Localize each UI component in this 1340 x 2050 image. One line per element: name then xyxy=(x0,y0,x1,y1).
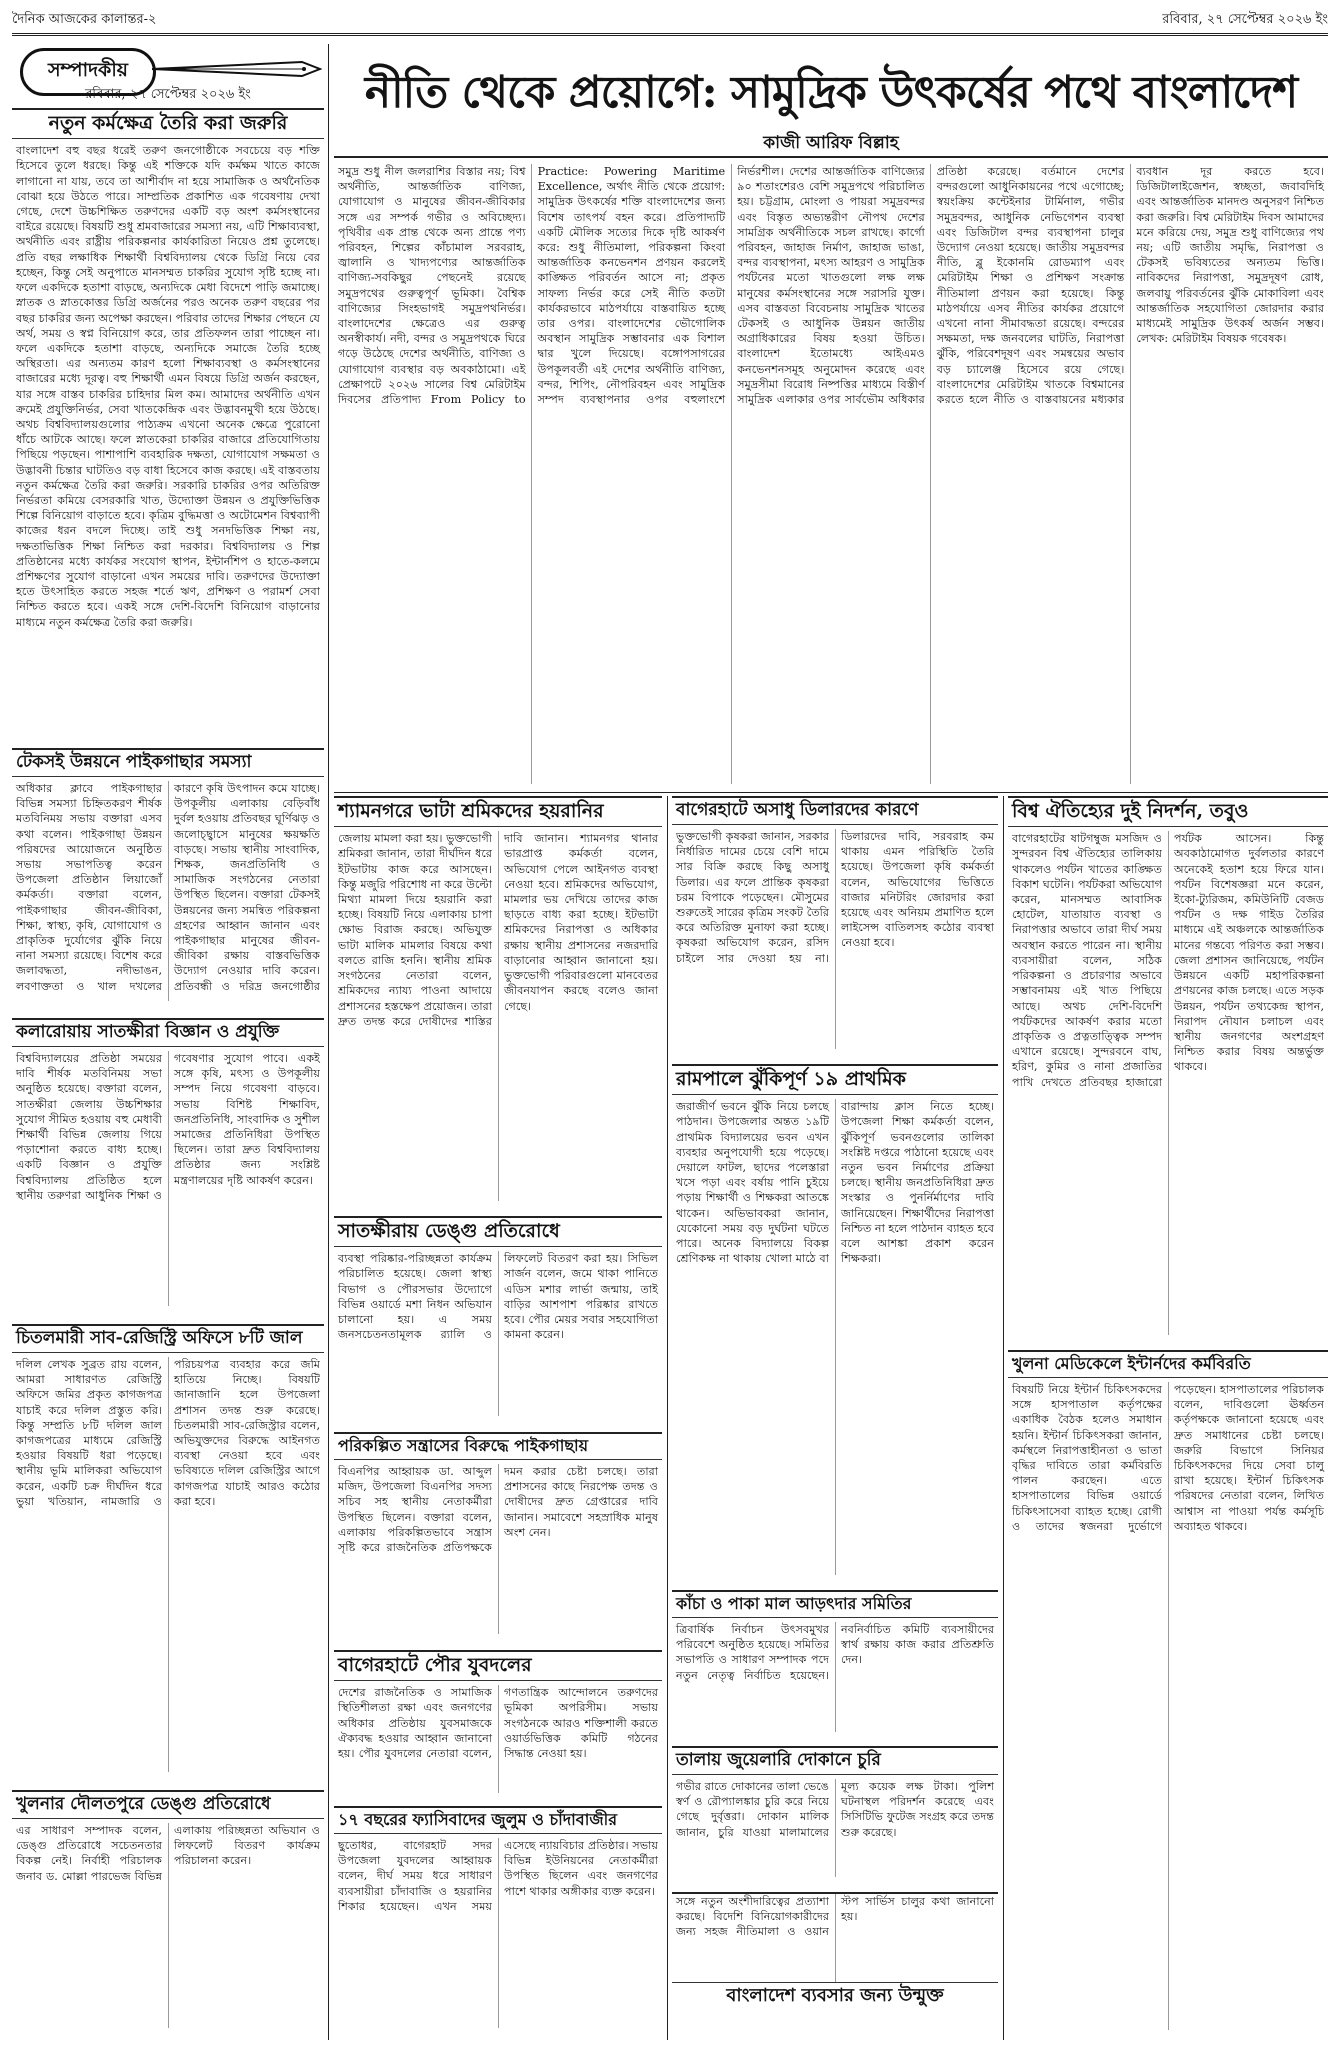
article-headline: পরিকল্পিত সন্ত্রাসের বিরুদ্ধে পাইকগাছায় xyxy=(334,1434,662,1460)
article-headline: ১৭ বছরের ফ্যাসিবাদের জুলুম ও চাঁদাবাজীর xyxy=(334,1808,662,1834)
article-paikgachha-terror xyxy=(334,1432,662,1644)
article-body: জরাজীর্ণ ভবনে ঝুঁকি নিয়ে চলছে পাঠদান। উপজেলার অন্তত ১৯টি প্রাথমিক বিদ্যালয়ের ভবন এখন ব্যবহার অনুপযোগী হয়ে পড়েছে। দেয়ালে ফাটল, ছাদের পলেস্তারা খসে পড়া এবং বর্ষায় পানি চুইয়ে পড়ায় শিক্ষার্থী ও শিক্ষকরা আতঙ্কে থাকেন। অভিভাবকরা জানান, যেকোনো সময় বড় দুর্ঘটনা ঘটতে পারে। অনেক বিদ্যালয়ে বিকল্প শ্রেণিকক্ষ না থাকায় খোলা মাঠে বা বারান্দায় ক্লাস নিতে হচ্ছে। উপজেলা শিক্ষা কর্মকর্তা বলেন, ঝুঁকিপূর্ণ ভবনগুলোর তালিকা সংশ্লিষ্ট দপ্তরে পাঠানো হয়েছে এবং নতুন ভবন নির্মাণের প্রক্রিয়া চলছে। স্থানীয় জনপ্রতিনিধিরা দ্রুত সংস্কার ও পুনর্নির্মাণের দাবি জানিয়েছেন। শিক্ষার্থীদের নিরাপত্তা নিশ্চিত না হলে পাঠদান ব্যাহত হবে বলে আশঙ্কা প্রকাশ করেন শিক্ষকরা। xyxy=(676,1100,994,1266)
article-rampal xyxy=(672,1064,998,1584)
header-date: রবিবার, ২৭ সেপ্টেম্বর ২০২৬ ইং xyxy=(1162,12,1328,27)
article-headline: বাংলাদেশ ব্যবসার জন্য উন্মুক্ত xyxy=(672,1982,998,2010)
article-body: ভুক্তভোগী কৃষকরা জানান, সরকার নির্ধারিত দামের চেয়ে বেশি দামে সার বিক্রি করছে কিছু অসাধু ডিলার। এর ফলে প্রান্তিক কৃষকরা চরম বিপাকে পড়েছেন। মৌসুমের শুরুতেই সারের কৃত্রিম সংকট তৈরি করে অতিরিক্ত মুনাফা করা হচ্ছে। কৃষকরা অভিযোগ করেন, রসিদ চাইলে সার দেওয়া হয় না। ডিলারদের দাবি, সরবরাহ কম থাকায় এমন পরিস্থিতি তৈরি হয়েছে। উপজেলা কৃষি কর্মকর্তা বলেন, অভিযোগের ভিত্তিতে বাজার মনিটরিং জোরদার করা হয়েছে এবং অনিয়ম প্রমাণিত হলে লাইসেন্স বাতিলসহ কঠোর ব্যবস্থা নেওয়া হবে। xyxy=(676,830,994,965)
article-headline: কলারোয়ায় সাতক্ষীরা বিজ্ঞান ও প্রযুক্তি xyxy=(12,1020,324,1047)
article-shyamnagar xyxy=(334,796,662,1210)
article-body: বাগেরহাটের ষাটগম্বুজ মসজিদ ও সুন্দরবন বিশ্ব ঐতিহ্যের তালিকায় থাকলেও পর্যটন খাতের কাঙ্ক্ষিত বিকাশ ঘটেনি। পর্যটকরা অভিযোগ করেন, মানসম্মত আবাসিক হোটেল, যাতায়াত ব্যবস্থা ও নিরাপত্তার অভাবে তারা দীর্ঘ সময় অবস্থান করতে পারেন না। স্থানীয় ব্যবসায়ীরা বলেন, সঠিক পরিকল্পনা ও প্রচারণার অভাবে সম্ভাবনাময় এই খাত পিছিয়ে আছে। অথচ দেশি-বিদেশি পর্যটকদের আকর্ষণ করার মতো প্রাকৃতিক ও প্রত্নতাত্ত্বিক সম্পদ এখানে রয়েছে। সুন্দরবনে বাঘ, হরিণ, কুমির ও নানা প্রজাতির পাখি দেখতে প্রতিবছর হাজারো পর্যটক আসেন। কিন্তু অবকাঠামোগত দুর্বলতার কারণে অনেকেই হতাশ হয়ে ফিরে যান। পর্যটন বিশেষজ্ঞরা মনে করেন, ইকো-ট্যুরিজম, কমিউনিটি বেজড পর্যটন ও দক্ষ গাইড তৈরির মাধ্যমে এই অঞ্চলকে আন্তর্জাতিক মানের গন্তব্যে পরিণত করা সম্ভব। জেলা প্রশাসন জানিয়েছে, পর্যটন উন্নয়নে একটি মহাপরিকল্পনা প্রণয়নের কাজ চলছে। এতে সড়ক উন্নয়ন, পর্যটন তথ্যকেন্দ্র স্থাপন, নিরাপদ নৌযান চলাচল এবং স্থানীয় জনগণের অংশগ্রহণ নিশ্চিত করার বিষয় অন্তর্ভুক্ত থাকবে। xyxy=(1012,832,1324,1089)
editorial-headline: নতুন কর্মক্ষেত্র তৈরি করা জরুরি xyxy=(12,110,324,139)
lead-byline: কাজী আরিফ বিল্লাহ xyxy=(334,130,1328,158)
article-headline: কাঁচা ও পাকা মাল আড়ৎদার সমিতির xyxy=(672,1592,998,1618)
article-jewelry-theft xyxy=(672,1746,998,1886)
article-body: বিএনপির আহ্বায়ক ডা. আব্দুল মজিদ, উপজেলা বিএনপির সদস্য সচিব সহ স্থানীয় নেতাকর্মীরা উপস্থিত ছিলেন। বক্তারা বলেন, এলাকায় পরিকল্পিতভাবে সন্ত্রাস সৃষ্টি করে রাজনৈতিক প্রতিপক্ষকে দমন করার চেষ্টা চলছে। তারা প্রশাসনের কাছে নিরপেক্ষ তদন্ত ও দোষীদের দ্রুত গ্রেপ্তারের দাবি জানান। সমাবেশে সহস্রাধিক মানুষ অংশ নেন। xyxy=(338,1464,658,1554)
column-divider xyxy=(1003,796,1004,2040)
page-header xyxy=(12,4,1328,36)
article-body: জেলায় মামলা করা হয়। ভুক্তভোগী শ্রমিকরা জানান, তারা দীর্ঘদিন ধরে ইটভাটায় কাজ করে আসছেন। কিন্তু মজুরি পরিশোধ না করে উল্টো মিথ্যা মামলা দিয়ে হয়রানি করা হচ্ছে। বিষয়টি নিয়ে এলাকায় চাপা ক্ষোভ বিরাজ করছে। অভিযুক্ত ভাটা মালিক মামলার বিষয়ে কথা বলতে রাজি হননি। স্থানীয় শ্রমিক সংগঠনের নেতারা বলেন, শ্রমিকদের ন্যায্য পাওনা আদায়ে প্রশাসনের হস্তক্ষেপ প্রয়োজন। তারা দ্রুত তদন্ত করে দোষীদের শাস্তির দাবি জানান। শ্যামনগর থানার ভারপ্রাপ্ত কর্মকর্তা বলেন, অভিযোগ পেলে আইনগত ব্যবস্থা নেওয়া হবে। শ্রমিকদের অভিযোগ, মামলার ভয় দেখিয়ে তাদের কাজ ছাড়তে বাধ্য করা হচ্ছে। ইটভাটা শ্রমিকদের নিরাপত্তা ও অধিকার রক্ষায় স্থানীয় প্রশাসনের নজরদারি বাড়ানোর আহ্বান জানানো হয়। ভুক্তভোগী পরিবারগুলো মানবেতর জীবনযাপন করছে বলেও জানা গেছে। xyxy=(338,832,658,1028)
article-khulna-medical xyxy=(1008,1350,1328,2040)
article-headline: রামপালে ঝুঁকিপূর্ণ ১৯ প্রাথমিক xyxy=(672,1066,998,1095)
article-headline: শ্যামনগরে ভাটা শ্রমিকদের হয়রানির xyxy=(334,798,662,827)
article-body: এর সাধারণ সম্পাদক বলেন, ডেঙ্গু প্রতিরোধে সচেতনতার বিকল্প নেই। নির্বাহী পরিচালক জনাব ড. মোল্লা পারভেজ বিভিন্ন এলাকায় পরিচ্ছন্নতা অভিযান ও লিফলেট বিতরণ কার্যক্রম পরিচালনা করেন। xyxy=(16,1824,320,1883)
editorial-body: বাংলাদেশ বহু বছর ধরেই তরুণ জনগোষ্ঠীকে সবচেয়ে বড় শক্তি হিসেবে তুলে ধরছে। কিন্তু এই শক্তিকে যদি কর্মক্ষম খাতে কাজে লাগানো না যায়, তবে তা আশীর্বাদ না হয়ে সামাজিক ও অর্থনৈতিক বোঝা হয়ে উঠতে পারে। সাম্প্রতিক প্রকাশিত এক গবেষণায় দেখা গেছে, দেশে উচ্চশিক্ষিত তরুণদের একটি বড় অংশ কর্মসংস্থানের বাইরে রয়েছে। বিষয়টি শুধু শ্রমবাজারের সমস্যা নয়, এটি শিক্ষাব্যবস্থা, অর্থনীতি এবং রাষ্ট্রীয় পরিকল্পনার কার্যকারিতা নিয়েও প্রশ্ন তুলেছে। প্রতি বছর লক্ষাধিক শিক্ষার্থী বিশ্ববিদ্যালয় থেকে ডিগ্রি নিয়ে বের হচ্ছেন, কিন্তু সেই অনুপাতে মানসম্মত চাকরির সুযোগ সৃষ্টি হচ্ছে না। ফলে একদিকে হতাশা বাড়ছে, অন্যদিকে মেধা বিদেশে পাড়ি জমাচ্ছে। স্নাতক ও স্নাতকোত্তর ডিগ্রি অর্জনের পরও অনেক তরুণ বছরের পর বছর চাকরির জন্য অপেক্ষা করছেন। পরিবার তাদের শিক্ষার পেছনে যে অর্থ, সময় ও স্বপ্ন বিনিয়োগ করে, তার প্রতিফলন তারা পাচ্ছেন না। ফলে একদিকে হতাশা বাড়ছে, অন্যদিকে সমাজে তৈরি হচ্ছে অস্থিরতা। এর অন্যতম কারণ হলো শিক্ষাব্যবস্থা ও কর্মসংস্থানের বাজারের মধ্যে দূরত্ব। বহু শিক্ষার্থী এমন বিষয়ে ডিগ্রি অর্জন করছেন, যার সঙ্গে বাস্তব চাকরির চাহিদার মিল কম। আমাদের অর্থনীতি এখন ক্রমেই প্রযুক্তিনির্ভর, সেবা খাতকেন্দ্রিক এবং উদ্ভাবনমুখী হয়ে উঠছে। অথচ বিশ্ববিদ্যালয়গুলোর পাঠ্যক্রম এখনো অনেক ক্ষেত্রে পুরোনো ধাঁচে আটকে আছে। ফলে স্নাতকেরা চাকরির বাজারে প্রতিযোগিতায় পিছিয়ে পড়ছেন। পাশাপাশি ব্যবহারিক দক্ষতা, যোগাযোগ সক্ষমতা ও উদ্ভাবনী চিন্তার ঘাটতিও বড় বাধা হিসেবে কাজ করছে। এই বাস্তবতায় নতুন কর্মক্ষেত্র তৈরি করা জরুরি। সরকারি চাকরির ওপর অতিরিক্ত নির্ভরতা কমিয়ে বেসরকারি খাত, উদ্যোক্তা উন্নয়ন ও প্রযুক্তিভিত্তিক শিল্পে বিনিয়োগ বাড়াতে হবে। কৃত্রিম বুদ্ধিমত্তা ও অটোমেশন বিশ্বব্যাপী কাজের ধরন বদলে দিচ্ছে। তাই শুধু সনদভিত্তিক শিক্ষা নয়, দক্ষতাভিত্তিক শিক্ষা নিশ্চিত করা দরকার। বিশ্ববিদ্যালয় ও শিল্প প্রতিষ্ঠানের মধ্যে কার্যকর সংযোগ স্থাপন, ইন্টার্নশিপ ও হাতে-কলমে প্রশিক্ষণের সুযোগ বাড়ানো এখন সময়ের দাবি। তরুণদের উদ্যোক্তা হতে উৎসাহিত করতে সহজ শর্তে ঋণ, প্রশিক্ষণ ও পরামর্শ সেবা নিশ্চিত করতে হবে। একই সঙ্গে দেশি-বিদেশি বিনিয়োগ বাড়ানোর মাধ্যমে নতুন কর্মক্ষেত্র তৈরি করা জরুরি। xyxy=(16,144,320,629)
pen-nib-icon xyxy=(152,58,322,80)
article-body: দলিল লেখক সুব্রত রায় বলেন, আমরা সাধারণত রেজিস্ট্রি অফিসে জমির প্রকৃত কাগজপত্র যাচাই করে দলিল প্রস্তুত করি। কিন্তু সম্প্রতি ৮টি দলিল জাল কাগজপত্রের মাধ্যমে রেজিস্ট্রি হওয়ার বিষয়টি ধরা পড়েছে। স্থানীয় ভূমি মালিকরা অভিযোগ করেন, একটি চক্র দীর্ঘদিন ধরে ভুয়া খতিয়ান, নামজারি ও পরিচয়পত্র ব্যবহার করে জমি হাতিয়ে নিচ্ছে। বিষয়টি জানাজানি হলে উপজেলা প্রশাসন তদন্ত শুরু করেছে। চিতলমারী সাব-রেজিস্ট্রার বলেন, অভিযুক্তদের বিরুদ্ধে আইনগত ব্যবস্থা নেওয়া হবে এবং ভবিষ্যতে দলিল রেজিস্ট্রির আগে কাগজপত্র যাচাই আরও কঠোর করা হবে। xyxy=(16,1358,320,1508)
article-paikgachha xyxy=(12,748,324,1013)
article-headline: বাগেরহাটে পৌর যুবদলের xyxy=(334,1652,662,1681)
article-headline: সাতক্ষীরায় ডেঙ্গু প্রতিরোধে xyxy=(334,1218,662,1247)
lead-body: সমুদ্র শুধু নীল জলরাশির বিস্তার নয়; বিশ্ব অর্থনীতি, আন্তর্জাতিক বাণিজ্য, যোগাযোগ ও মানুষের জীবন-জীবিকার সঙ্গে এর সম্পর্ক গভীর ও অবিচ্ছেদ্য। পৃথিবীর এক প্রান্ত থেকে অন্য প্রান্তে পণ্য পরিবহন, শিল্পের কাঁচামাল সরবরাহ, জ্বালানি ও খাদ্যপণ্যের আন্তর্জাতিক বাণিজ্য-সবকিছুর পেছনেই রয়েছে সমুদ্রপথের গুরুত্বপূর্ণ ভূমিকা। বৈশ্বিক বাণিজ্যের সিংহভাগই সমুদ্রপথনির্ভর। বাংলাদেশের ক্ষেত্রেও এর গুরুত্ব অনস্বীকার্য। নদী, বন্দর ও সমুদ্রপথকে ঘিরে গড়ে উঠেছে দেশের অর্থনীতি, বাণিজ্য ও যোগাযোগ ব্যবস্থার বড় অবকাঠামো। এই প্রেক্ষাপটে ২০২৬ সালের বিশ্ব মেরিটাইম দিবসের প্রতিপাদ্য From Policy to Practice: Powering Maritime Excellence, অর্থাৎ নীতি থেকে প্রয়োগ: সামুদ্রিক উৎকর্ষের শক্তি বাংলাদেশের জন্য বিশেষ তাৎপর্য বহন করে। প্রতিপাদ্যটি একটি মৌলিক সত্যের দিকে দৃষ্টি আকর্ষণ করে: শুধু নীতিমালা, পরিকল্পনা কিংবা আন্তর্জাতিক কনভেনশন প্রণয়ন করলেই কাঙ্ক্ষিত পরিবর্তন আসে না; প্রকৃত সাফল্য নির্ভর করে সেই নীতি কতটা কার্যকরভাবে মাঠপর্যায়ে বাস্তবায়িত হচ্ছে তার ওপর। বাংলাদেশের ভৌগোলিক অবস্থান সামুদ্রিক সম্ভাবনার এক বিশাল দ্বার খুলে দিয়েছে। বঙ্গোপসাগরের উপকূলবর্তী এই দেশের অর্থনীতি বাণিজ্য, বন্দর, শিপিং, নৌপরিবহন এবং সামুদ্রিক সম্পদ ব্যবস্থাপনার ওপর বহুলাংশে নির্ভরশীল। দেশের আন্তর্জাতিক বাণিজ্যের ৯০ শতাংশেরও বেশি সমুদ্রপথে পরিচালিত হয়। চট্টগ্রাম, মোংলা ও পায়রা সমুদ্রবন্দর এবং বিস্তৃত অভ্যন্তরীণ নৌপথ দেশের সামগ্রিক অর্থনীতিকে সচল রাখছে। কার্গো পরিবহন, জাহাজ নির্মাণ, জাহাজ ভাঙা, বন্দর ব্যবস্থাপনা, মৎস্য আহরণ ও সামুদ্রিক পর্যটনের মতো খাতগুলো লক্ষ লক্ষ মানুষের কর্মসংস্থানের সঙ্গে সরাসরি যুক্ত। এসব বাস্তবতা বিবেচনায় সামুদ্রিক খাতের টেকসই ও আধুনিক উন্নয়ন জাতীয় অগ্রাধিকারের বিষয় হওয়া উচিত। বাংলাদেশ ইতোমধ্যে আইএমও কনভেনশনসমূহ অনুমোদন করেছে এবং সমুদ্রসীমা বিরোধ নিষ্পত্তির মাধ্যমে বিস্তীর্ণ সামুদ্রিক এলাকার ওপর সার্বভৌম অধিকার প্রতিষ্ঠা করেছে। বর্তমানে দেশের বন্দরগুলো আধুনিকায়নের পথে এগোচ্ছে; স্বয়ংক্রিয় কন্টেইনার টার্মিনাল, গভীর সমুদ্রবন্দর, আধুনিক নেভিগেশন ব্যবস্থা এবং ডিজিটাল বন্দর ব্যবস্থাপনা চালুর উদ্যোগ নেওয়া হয়েছে। জাতীয় সমুদ্রবন্দর নীতি, ব্লু ইকোনমি রোডম্যাপ এবং মেরিটাইম শিক্ষা ও প্রশিক্ষণ সংক্রান্ত নীতিমালা প্রণয়ন করা হয়েছে। কিন্তু মাঠপর্যায়ে এসব নীতির কার্যকর প্রয়োগে এখনো নানা সীমাবদ্ধতা রয়েছে। বন্দরের সক্ষমতা, দক্ষ জনবলের ঘাটতি, নিরাপত্তা ঝুঁকি, পরিবেশদূষণ এবং সমন্বয়ের অভাব বড় চ্যালেঞ্জ হিসেবে রয়ে গেছে। বাংলাদেশের মেরিটাইম খাতকে বিশ্বমানের করতে হলে নীতি ও বাস্তবায়নের মধ্যকার ব্যবধান দূর করতে হবে। ডিজিটালাইজেশন, স্বচ্ছতা, জবাবদিহি এবং আন্তর্জাতিক মানদণ্ড অনুসরণ নিশ্চিত করা জরুরি। বিশ্ব মেরিটাইম দিবস আমাদের মনে করিয়ে দেয়, সমুদ্র শুধু বাণিজ্যের পথ নয়; এটি জাতীয় সমৃদ্ধি, নিরাপত্তা ও টেকসই ভবিষ্যতের অন্যতম ভিত্তি। নাবিকদের নিরাপত্তা, সমুদ্রদূষণ রোধ, জলবায়ু পরিবর্তনের ঝুঁকি মোকাবিলা এবং আন্তর্জাতিক সহযোগিতা জোরদার করার মাধ্যমেই সামুদ্রিক উৎকর্ষ অর্জন সম্ভব। লেখক: মেরিটাইম বিষয়ক গবেষক। xyxy=(338,165,1324,407)
article-body: অধিকার ক্লাবে পাইকগাছার বিভিন্ন সমস্যা চিহ্নিতকরণ শীর্ষক মতবিনিময় সভায় বক্তারা এসব কথা বলেন। পাইকগাছা উন্নয়ন পরিষদের আয়োজনে অনুষ্ঠিত সভায় সভাপতিত্ব করেন উপজেলা প্রতিষ্ঠান লিয়াজোঁ কর্মকর্তা। বক্তারা বলেন, পাইকগাছার জীবন-জীবিকা, শিক্ষা, স্বাস্থ্য, কৃষি, যোগাযোগ ও প্রাকৃতিক দুর্যোগের ঝুঁকি নিয়ে নানা সমস্যা রয়েছে। বিশেষ করে জলাবদ্ধতা, নদীভাঙন, লবণাক্ততা ও খাল দখলের কারণে কৃষি উৎপাদন কমে যাচ্ছে। উপকূলীয় এলাকায় বেড়িবাঁধ দুর্বল হওয়ায় প্রতিবছর ঘূর্ণিঝড় ও জলোচ্ছ্বাসে মানুষের ক্ষয়ক্ষতি বাড়ছে। সভায় স্থানীয় সাংবাদিক, শিক্ষক, জনপ্রতিনিধি ও সামাজিক সংগঠনের নেতারা উপস্থিত ছিলেন। বক্তারা টেকসই উন্নয়নের জন্য সমন্বিত পরিকল্পনা গ্রহণের আহ্বান জানান এবং পাইকগাছার মানুষের জীবন-জীবিকা রক্ষায় বাস্তবভিত্তিক উদ্যোগ নেওয়ার দাবি করেন। প্রতিবন্ধী ও দরিদ্র জনগোষ্ঠীর xyxy=(16,782,320,993)
article-headline: টেকসই উন্নয়নে পাইকগাছার সমস্যা xyxy=(12,750,324,777)
editorial-badge: সম্পাদকীয় xyxy=(20,48,156,96)
lead-headline: নীতি থেকে প্রয়োগে: সামুদ্রিক উৎকর্ষের পথে বাংলাদেশ xyxy=(364,67,1298,118)
column-divider xyxy=(328,44,329,2040)
article-heritage xyxy=(1008,796,1328,1344)
article-headline: চিতলমারী সাব-রেজিস্ট্রি অফিসে ৮টি জাল xyxy=(12,1326,324,1353)
column-divider xyxy=(667,796,668,2040)
article-body: দেশের রাজনৈতিক ও সামাজিক স্থিতিশীলতা রক্ষা এবং জনগণের অধিকার প্রতিষ্ঠায় যুবসমাজকে ঐক্যবদ্ধ হওয়ার আহ্বান জানানো হয়। পৌর যুবদলের নেতারা বলেন, গণতান্ত্রিক আন্দোলনে তরুণদের ভূমিকা অপরিসীম। সভায় সংগঠনকে আরও শক্তিশালী করতে ওয়ার্ডভিত্তিক কমিটি গঠনের সিদ্ধান্ত নেওয়া হয়। xyxy=(338,1686,658,1761)
editorial-masthead xyxy=(12,44,324,102)
article-bd-business xyxy=(672,1892,998,2040)
page-label: দৈনিক আজকের কালান্তর-২ xyxy=(12,12,157,27)
editorial-article xyxy=(12,108,324,743)
article-satkhira-dengue xyxy=(334,1216,662,1426)
article-bagerhat-dealers xyxy=(672,796,998,1058)
article-chitalmari xyxy=(12,1324,324,1784)
article-body: বিশ্ববিদ্যালয়ের প্রতিষ্ঠা সময়ের দাবি শীর্ষক মতবিনিময় সভা অনুষ্ঠিত হয়েছে। বক্তারা বলেন, সাতক্ষীরা জেলায় উচ্চশিক্ষার সুযোগ সীমিত হওয়ায় বহু মেধাবী শিক্ষার্থী বিভিন্ন জেলায় গিয়ে পড়াশোনা করতে বাধ্য হচ্ছে। একটি বিজ্ঞান ও প্রযুক্তি বিশ্ববিদ্যালয় প্রতিষ্ঠিত হলে স্থানীয় তরুণরা আধুনিক শিক্ষা ও গবেষণার সুযোগ পাবে। একই সঙ্গে কৃষি, মৎস্য ও উপকূলীয় সম্পদ নিয়ে গবেষণা বাড়বে। সভায় বিশিষ্ট শিক্ষাবিদ, জনপ্রতিনিধি, সাংবাদিক ও সুশীল সমাজের প্রতিনিধিরা উপস্থিত ছিলেন। তারা দ্রুত বিশ্ববিদ্যালয় প্রতিষ্ঠার জন্য সংশ্লিষ্ট মন্ত্রণালয়ের দৃষ্টি আকর্ষণ করেন। xyxy=(16,1052,320,1202)
article-kacha-paka xyxy=(672,1590,998,1740)
article-body: ছুতোধর, বাগেরহাট সদর উপজেলা যুবদলের আহ্বায়ক বলেন, দীর্ঘ সময় ধরে সাধারণ ব্যবসায়ীরা চাঁদাবাজি ও হয়রানির শিকার হয়েছেন। এখন সময় এসেছে ন্যায়বিচার প্রতিষ্ঠার। সভায় বিভিন্ন ইউনিয়নের নেতাকর্মীরা উপস্থিত ছিলেন এবং জনগণের পাশে থাকার অঙ্গীকার ব্যক্ত করেন। xyxy=(338,1838,658,1913)
lead-article xyxy=(334,164,1328,789)
article-headline: খুলনার দৌলতপুরে ডেঙ্গু প্রতিরোধে xyxy=(12,1792,324,1819)
article-headline: বিশ্ব ঐতিহ্যের দুই নিদর্শন, তবুও xyxy=(1008,798,1328,827)
article-body: গভীর রাতে দোকানের তালা ভেঙে স্বর্ণ ও রৌপ্যালঙ্কার চুরি করে নিয়ে গেছে দুর্বৃত্তরা। দোকান মালিক জানান, চুরি যাওয়া মালামালের মূল্য কয়েক লক্ষ টাকা। পুলিশ ঘটনাস্থল পরিদর্শন করেছে এবং সিসিটিভি ফুটেজ সংগ্রহ করে তদন্ত শুরু করেছে। xyxy=(676,1780,994,1839)
article-headline: খুলনা মেডিকেলে ইন্টার্নদের কর্মবিরতি xyxy=(1008,1352,1328,1378)
article-satkhira-science xyxy=(12,1018,324,1318)
editorial-date: রবিবার, ২৭ সেপ্টেম্বর ২০২৬ ইং xyxy=(85,87,251,102)
article-body: ব্যবস্থা পরিষ্কার-পরিচ্ছন্নতা কার্যক্রম পরিচালিত হয়েছে। জেলা স্বাস্থ্য বিভাগ ও পৌরসভার উদ্যোগে বিভিন্ন ওয়ার্ডে মশা নিধন অভিযান চালানো হয়। এ সময় জনসচেতনতামূলক র‌্যালি ও লিফলেট বিতরণ করা হয়। সিভিল সার্জন বলেন, জমে থাকা পানিতে এডিস মশার লার্ভা জন্মায়, তাই বাড়ির আশপাশ পরিষ্কার রাখতে হবে। পৌর মেয়র সবার সহযোগিতা কামনা করেন। xyxy=(338,1252,658,1342)
article-bagerhat-youth xyxy=(334,1650,662,1800)
article-body: সঙ্গে নতুন অংশীদারিত্বের প্রত্যাশা করছে। বিদেশি বিনিয়োগকারীদের জন্য সহজ নীতিমালা ও ওয়ান স্টপ সার্ভিস চালুর কথা জানানো হয়। xyxy=(676,1895,994,1939)
article-fascism xyxy=(334,1806,662,2040)
article-body: ত্রিবার্ষিক নির্বাচন উৎসবমুখর পরিবেশে অনুষ্ঠিত হয়েছে। সমিতির সভাপতি ও সাধারণ সম্পাদক পদে নতুন নেতৃত্ব নির্বাচিত হয়েছেন। নবনির্বাচিত কমিটি ব্যবসায়ীদের স্বার্থ রক্ষায় কাজ করার প্রতিশ্রুতি দেন। xyxy=(676,1622,994,1682)
article-body: বিষয়টি নিয়ে ইন্টার্ন চিকিৎসকদের সঙ্গে হাসপাতাল কর্তৃপক্ষের একাধিক বৈঠক হলেও সমাধান হয়নি। ইন্টার্ন চিকিৎসকরা জানান, কর্মস্থলে নিরাপত্তাহীনতা ও ভাতা বৃদ্ধির দাবিতে তারা কর্মবিরতি পালন করছেন। এতে হাসপাতালের বিভিন্ন ওয়ার্ডে চিকিৎসাসেবা ব্যাহত হচ্ছে। রোগী ও তাদের স্বজনরা দুর্ভোগে পড়েছেন। হাসপাতালের পরিচালক বলেন, দাবিগুলো ঊর্ধ্বতন কর্তৃপক্ষকে জানানো হয়েছে এবং দ্রুত সমাধানের চেষ্টা চলছে। জরুরি বিভাগে সিনিয়র চিকিৎসকদের দিয়ে সেবা চালু রাখা হয়েছে। ইন্টার্ন চিকিৎসক পরিষদের নেতারা বলেন, লিখিত আশ্বাস না পাওয়া পর্যন্ত কর্মসূচি অব্যাহত থাকবে। xyxy=(1012,1382,1324,1533)
article-headline: বাগেরহাটে অসাধু ডিলারদের কারণে xyxy=(672,798,998,825)
article-headline: তালায় জুয়েলারি দোকানে চুরি xyxy=(672,1748,998,1775)
article-khulna-dengue xyxy=(12,1790,324,2040)
section-divider xyxy=(334,792,1328,793)
